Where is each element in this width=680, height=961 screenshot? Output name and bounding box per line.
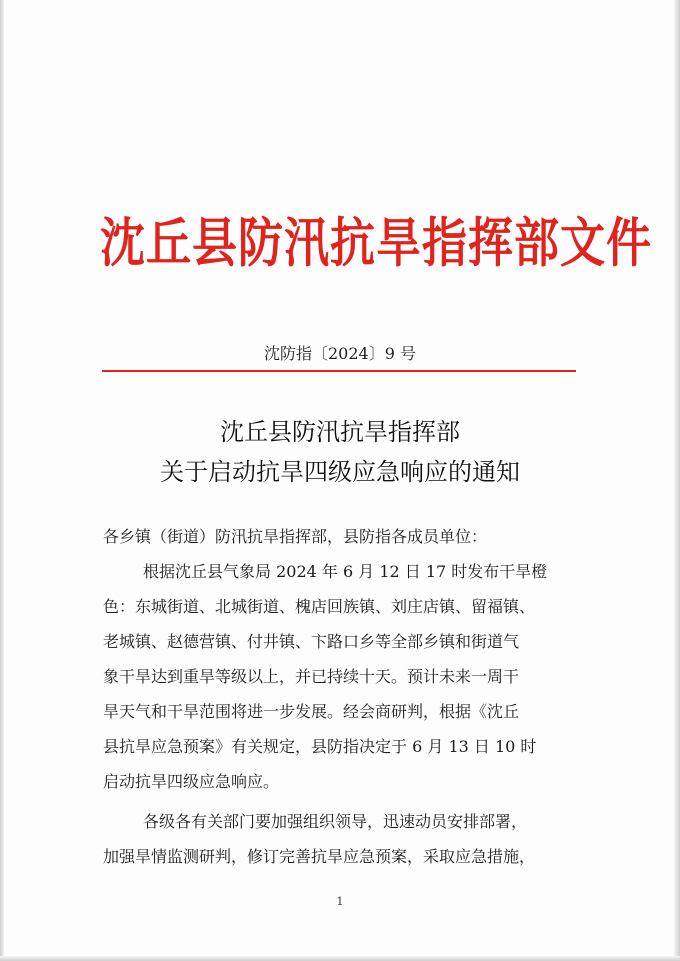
paragraph-1-line: 老城镇、赵德营镇、付井镇、卞路口乡等全部乡镇和街道气 — [103, 632, 520, 651]
scan-edge-bottom — [0, 956, 680, 961]
document-number: 沈防指〔2024〕9 号 — [264, 344, 416, 363]
paragraph-2-line: 加强旱情监测研判，修订完善抗旱应急预案，采取应急措施， — [103, 847, 536, 866]
paragraph-1-line: 象干旱达到重旱等级以上，并已持续十天。预计未来一周干 — [103, 667, 520, 686]
notice-title-line-2: 关于启动抗旱四级应急响应的通知 — [160, 458, 520, 486]
paragraph-1-line: 根据沈丘县气象局 2024 年 6 月 12 日 17 时发布干旱橙 — [143, 562, 548, 581]
page-number: 1 — [336, 895, 344, 908]
red-divider-line — [102, 370, 576, 372]
paragraph-1-line: 启动抗旱四级应急响应。 — [103, 772, 280, 791]
masthead-title: 沈丘县防汛抗旱指挥部文件 — [100, 211, 653, 275]
salutation: 各乡镇（街道）防汛抗旱指挥部，县防指各成员单位： — [103, 527, 488, 546]
paragraph-1-line: 县抗旱应急预案》有关规定，县防指决定于 6 月 13 日 10 时 — [103, 737, 537, 756]
paragraph-1-line: 色：东城街道、北城街道、槐店回族镇、刘庄店镇、留福镇、 — [103, 597, 536, 616]
paragraph-1-line: 旱天气和干旱范围将进一步发展。经会商研判，根据《沈丘 — [103, 702, 520, 721]
paragraph-2-line: 各级各有关部门要加强组织领导，迅速动员安排部署， — [143, 812, 528, 831]
notice-title-line-1: 沈丘县防汛抗旱指挥部 — [220, 418, 460, 446]
